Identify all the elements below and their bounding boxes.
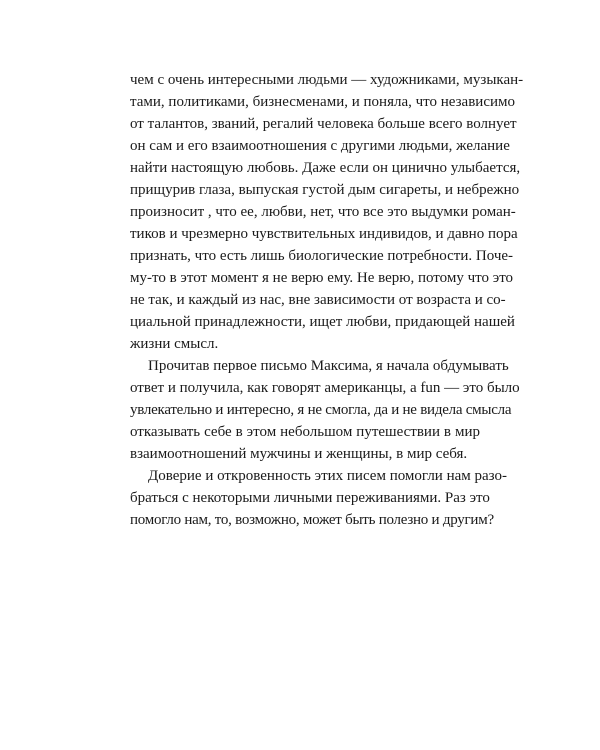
text-line: взаимоотношений мужчины и женщины, в мир себя. [130, 446, 468, 462]
paragraph-3 [130, 465, 507, 531]
text-line: му-то в этот момент я не верю ему. Не верю, потому что это [130, 270, 514, 286]
text-line: Прочитав первое письмо Максима, я начала обдумывать [148, 358, 509, 374]
text-line: циальной принадлежности, ищет любви, придающей нашей [130, 314, 515, 330]
text-line: увлекательно и интересно, я не смогла, да и не видела смысла [130, 402, 512, 418]
paragraph-2 [130, 355, 520, 465]
text-line: жизни смысл. [130, 336, 219, 352]
text-line: чем с очень интересными людьми — художниками, музыкан- [130, 72, 524, 88]
text-line: отказывать себе в этом небольшом путешествии в мир [130, 424, 480, 440]
body-text [130, 69, 524, 531]
text-line: прищурив глаза, выпуская густой дым сигареты, и небрежно [130, 182, 520, 198]
text-line: от талантов, званий, регалий человека больше всего волнует [130, 116, 517, 132]
text-line: помогло нам, то, возможно, может быть полезно и другим? [130, 512, 494, 528]
text-line: произносит , что ее, любви, нет, что все это выдумки роман- [130, 204, 516, 220]
text-line: он сам и его взаимоотношения с другими людьми, желание [130, 138, 510, 154]
text-line: Доверие и откровенность этих писем помогли нам разо- [148, 468, 507, 484]
text-line: тами, политиками, бизнесменами, и поняла, что независимо [130, 94, 515, 110]
text-line: браться с некоторыми личными переживаниями. Раз это [130, 490, 490, 506]
text-line: не так, и каждый из нас, вне зависимости от возраста и со- [130, 292, 506, 308]
text-line: ответ и получила, как говорят американцы, a fun — это было [130, 380, 520, 396]
text-line: признать, что есть лишь биологические потребности. Поче- [130, 248, 514, 264]
text-line: тиков и чрезмерно чувствительных индивидов, и давно пора [130, 226, 518, 242]
text-line: найти настоящую любовь. Даже если он цинично улыбается, [130, 160, 521, 176]
paragraph-1 [130, 69, 524, 355]
